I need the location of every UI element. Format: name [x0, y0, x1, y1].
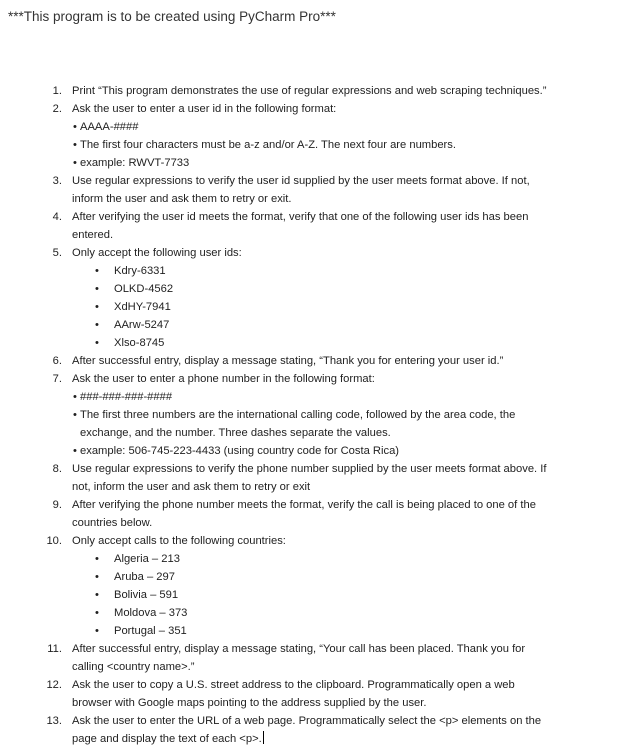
item-number: 13.: [46, 715, 62, 727]
sub-item: [0, 118, 641, 136]
bullet-icon: •: [95, 571, 99, 583]
list-item: [0, 496, 641, 532]
item-text: entered.: [72, 229, 114, 241]
item-number: 1.: [52, 85, 62, 97]
sub-item-text: AAAA-####: [80, 121, 139, 133]
list-item: [0, 640, 641, 676]
item-number: 11.: [47, 643, 62, 655]
bullet-item: [0, 550, 641, 568]
list-item: [0, 460, 641, 496]
bullet-item: [0, 568, 641, 586]
bullet-item-text: AArw-5247: [114, 319, 170, 331]
item-text: page and display the text of each <p>.: [72, 733, 262, 745]
bullet-item: [0, 316, 641, 334]
item-text: Ask the user to copy a U.S. street address to the clipboard. Programmatically open a web: [72, 679, 515, 691]
item-text: Use regular expressions to verify the user id supplied by the user meets format above. If not,: [72, 175, 530, 187]
bullet-item: [0, 262, 641, 280]
bullet-icon: •: [95, 283, 99, 295]
item-number: 5.: [52, 247, 62, 259]
bullet-icon: •: [95, 589, 99, 601]
bullet-item-text: Aruba – 297: [114, 571, 175, 583]
bullet-item-text: Algeria – 213: [114, 553, 180, 565]
item-text: countries below.: [72, 517, 153, 529]
list-item: [0, 82, 641, 100]
bullet-icon: •: [73, 409, 77, 421]
bullet-icon: •: [73, 157, 77, 169]
sub-item: [0, 388, 641, 406]
bullet-item: [0, 298, 641, 316]
sub-item-text: The first four characters must be a-z and/or A-Z. The next four are numbers.: [80, 139, 456, 151]
item-text: Ask the user to enter a user id in the following format:: [72, 103, 337, 115]
bullet-item-text: Xlso-8745: [114, 337, 165, 349]
item-text: calling <country name>.”: [72, 661, 195, 673]
sub-item: [0, 406, 641, 442]
list-item: [0, 100, 641, 118]
bullet-icon: •: [73, 121, 77, 133]
list-item: [0, 712, 641, 748]
instruction-list: [0, 82, 641, 748]
item-number: 3.: [52, 175, 62, 187]
item-text: not, inform the user and ask them to retry or exit: [72, 481, 311, 493]
bullet-icon: •: [95, 625, 99, 637]
item-number: 6.: [52, 355, 62, 367]
item-text: Use regular expressions to verify the phone number supplied by the user meets format above. If: [72, 463, 547, 475]
bullet-icon: •: [73, 445, 77, 457]
text-cursor: [263, 731, 264, 744]
item-text: After successful entry, display a message stating, “Thank you for entering your user id.”: [72, 355, 504, 367]
bullet-icon: •: [73, 391, 77, 403]
sub-item-text: ###-###-###-####: [80, 391, 173, 403]
item-text: Ask the user to enter a phone number in the following format:: [72, 373, 375, 385]
item-number: 9.: [52, 499, 62, 511]
item-number: 10.: [46, 535, 62, 547]
item-text: After verifying the phone number meets the format, verify the call is being placed to one of the: [72, 499, 536, 511]
sub-item: [0, 442, 641, 460]
item-number: 8.: [52, 463, 62, 475]
bullet-icon: •: [95, 553, 99, 565]
bullet-icon: •: [73, 139, 77, 151]
item-text: Print “This program demonstrates the use of regular expressions and web scraping techniques.”: [72, 85, 547, 97]
sub-item-text: exchange, and the number. Three dashes separate the values.: [80, 427, 391, 439]
bullet-icon: •: [95, 337, 99, 349]
item-text: browser with Google maps pointing to the address supplied by the user.: [72, 697, 427, 709]
bullet-icon: •: [95, 319, 99, 331]
item-number: 2.: [52, 103, 62, 115]
list-item: [0, 172, 641, 208]
bullet-item-text: OLKD-4562: [114, 283, 174, 295]
item-text: After verifying the user id meets the format, verify that one of the following user ids has been: [72, 211, 529, 223]
bullet-item: [0, 334, 641, 352]
list-item: [0, 208, 641, 244]
list-item: [0, 676, 641, 712]
bullet-item: [0, 604, 641, 622]
sub-item-text: example: RWVT-7733: [80, 157, 190, 169]
sub-item-text: The first three numbers are the international calling code, followed by the area code, the: [80, 409, 516, 421]
item-number: 12.: [46, 679, 62, 691]
item-number: 7.: [52, 373, 62, 385]
sub-item: [0, 136, 641, 154]
item-text: Only accept the following user ids:: [72, 247, 242, 259]
item-text: inform the user and ask them to retry or exit.: [72, 193, 292, 205]
bullet-item: [0, 280, 641, 298]
bullet-item-text: XdHY-7941: [114, 301, 171, 313]
sub-item: [0, 154, 641, 172]
sub-item-text: example: 506-745-223-4433 (using country code for Costa Rica): [80, 445, 400, 457]
item-number: 4.: [52, 211, 62, 223]
bullet-item-text: Moldova – 373: [114, 607, 188, 619]
bullet-item: [0, 586, 641, 604]
item-text: After successful entry, display a message stating, “Your call has been placed. Thank you for: [72, 643, 526, 655]
item-text: Only accept calls to the following countries:: [72, 535, 286, 547]
bullet-item: [0, 622, 641, 640]
bullet-icon: •: [95, 301, 99, 313]
bullet-item-text: Portugal – 351: [114, 625, 187, 637]
bullet-icon: •: [95, 607, 99, 619]
bullet-item-text: Bolivia – 591: [114, 589, 179, 601]
list-item: [0, 532, 641, 550]
list-item: [0, 352, 641, 370]
list-item: [0, 370, 641, 388]
list-item: [0, 244, 641, 262]
bullet-icon: •: [95, 265, 99, 277]
bullet-item-text: Kdry-6331: [114, 265, 166, 277]
item-text: Ask the user to enter the URL of a web page. Programmatically select the <p> elements on the: [72, 715, 542, 727]
document-header: ***This program is to be created using PyCharm Pro***: [8, 9, 336, 24]
